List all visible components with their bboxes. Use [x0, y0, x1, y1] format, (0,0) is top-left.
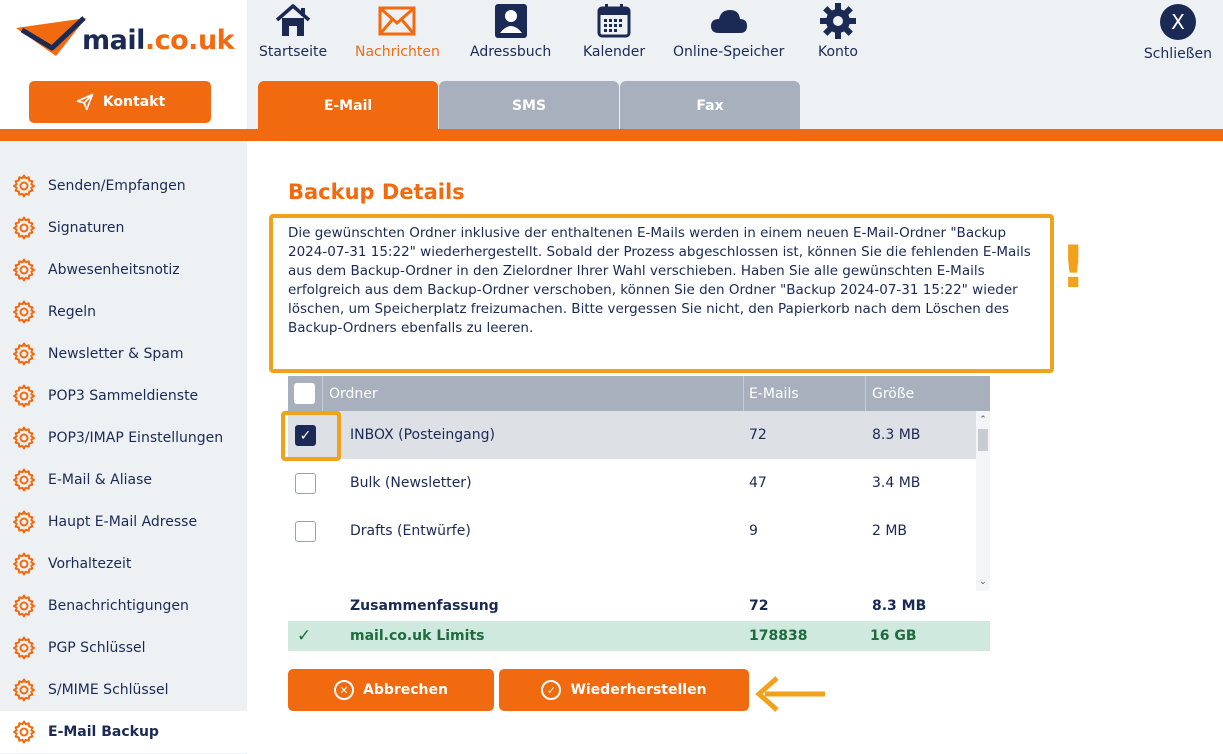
gear-icon [820, 3, 856, 39]
settings-gear-icon [12, 510, 36, 534]
column-divider [322, 376, 323, 411]
folder-size: 2 MB [872, 523, 908, 539]
restore-button-label: Wiederherstellen [570, 682, 707, 698]
summary-label: Zusammenfassung [350, 598, 499, 614]
check-icon: ✓ [297, 626, 312, 646]
sidebar-item-haupt-e-mail-adresse[interactable] [0, 501, 247, 543]
settings-gear-icon [12, 174, 36, 198]
settings-gear-icon [12, 342, 36, 366]
contact-button[interactable] [29, 81, 211, 123]
nav-item-nachrichten[interactable] [355, 2, 440, 60]
table-row[interactable] [288, 459, 976, 507]
row-checkbox[interactable] [295, 473, 316, 494]
settings-gear-icon [12, 426, 36, 450]
scrollbar[interactable] [976, 411, 990, 591]
checkbox-highlight [281, 411, 341, 461]
email-count: 72 [749, 427, 767, 443]
envelope-icon [378, 6, 416, 36]
info-box [269, 214, 1054, 373]
sidebar-item-label: POP3/IMAP Einstellungen [48, 430, 224, 446]
contact-card-icon [494, 3, 528, 39]
contact-button-label: Kontakt [102, 94, 166, 110]
sidebar-item-label: Signaturen [48, 220, 125, 236]
sidebar-item-s-mime-schl-ssel[interactable] [0, 669, 247, 711]
sidebar-item-vorhaltezeit[interactable] [0, 543, 247, 585]
folder-name: INBOX (Posteingang) [350, 427, 495, 443]
sidebar-item-label: E-Mail & Aliase [48, 472, 152, 488]
send-icon [75, 92, 95, 112]
table-row[interactable] [288, 507, 976, 555]
cancel-button-label: Abbrechen [362, 682, 448, 698]
sidebar-item-label: E-Mail Backup [48, 724, 159, 740]
cancel-button[interactable] [288, 669, 494, 711]
sidebar-item-label: Senden/Empfangen [48, 178, 186, 194]
limits-size: 16 GB [870, 628, 917, 644]
summary-row [288, 591, 990, 621]
sidebar-item-label: PGP Schlüssel [48, 640, 146, 656]
nav-label: Startseite [259, 44, 328, 60]
sidebar-item-pgp-schl-ssel[interactable] [0, 627, 247, 669]
cloud-icon [710, 8, 748, 34]
folder-list [288, 411, 990, 591]
sidebar-item-benachrichtigungen[interactable] [0, 585, 247, 627]
email-count: 47 [749, 475, 767, 491]
column-header-size[interactable]: Größe [872, 385, 915, 402]
sidebar-item-label: Newsletter & Spam [48, 346, 184, 362]
sidebar-item-pop3-imap-einstellungen[interactable] [0, 417, 247, 459]
scroll-thumb[interactable] [978, 429, 988, 451]
nav-item-startseite[interactable] [259, 2, 327, 60]
close-label: Schließen [1143, 46, 1212, 62]
nav-label: Kalender [583, 44, 646, 60]
sidebar-item-label: Benachrichtigungen [48, 598, 189, 614]
tab-fax[interactable]: Fax [620, 81, 800, 130]
settings-gear-icon [12, 636, 36, 660]
sidebar-item-label: S/MIME Schlüssel [48, 682, 169, 698]
sidebar-item-label: Abwesenheitsnotiz [48, 262, 180, 278]
column-divider [743, 376, 744, 411]
limits-label: mail.co.uk Limits [350, 628, 485, 644]
settings-gear-icon [12, 720, 36, 744]
nav-label: Adressbuch [470, 44, 552, 60]
settings-gear-icon [12, 216, 36, 240]
sidebar-item-label: Haupt E-Mail Adresse [48, 514, 198, 530]
folder-name: Bulk (Newsletter) [350, 475, 472, 491]
scroll-up-icon[interactable]: ⌃ [979, 415, 987, 425]
nav-label: Nachrichten [355, 44, 440, 60]
logo-area [0, 0, 247, 130]
folder-name: Drafts (Entwürfe) [350, 523, 471, 539]
main-nav [247, 0, 1223, 130]
sidebar-item-newsletter-spam[interactable] [0, 333, 247, 375]
cancel-icon: ✕ [334, 680, 354, 700]
top-bar [0, 0, 1223, 130]
logo-envelope-icon [14, 10, 86, 56]
tab-sms[interactable]: SMS [439, 81, 619, 130]
sidebar-item-senden-empfangen[interactable] [0, 165, 247, 207]
row-checkbox[interactable] [295, 521, 316, 542]
settings-gear-icon [12, 594, 36, 618]
settings-gear-icon [12, 384, 36, 408]
sidebar-item-pop3-sammeldienste[interactable] [0, 375, 247, 417]
column-divider [865, 376, 866, 411]
scroll-down-icon[interactable]: ⌄ [979, 577, 987, 587]
check-circle-icon: ✓ [541, 680, 561, 700]
nav-item-konto[interactable] [818, 2, 858, 60]
sidebar-item-e-mail-aliase[interactable] [0, 459, 247, 501]
folder-size: 3.4 MB [872, 475, 921, 491]
row-checkbox[interactable]: ✓ [295, 425, 316, 446]
tab-email[interactable]: E-Mail [258, 81, 438, 130]
summary-emails: 72 [749, 598, 769, 614]
restore-button[interactable] [499, 669, 749, 711]
column-header-emails[interactable]: E-Mails [749, 385, 799, 402]
nav-item-adressbuch[interactable] [470, 2, 551, 60]
limits-emails: 178838 [749, 628, 808, 644]
logo-text: mail.co.uk [82, 25, 235, 56]
settings-gear-icon [12, 258, 36, 282]
settings-gear-icon [12, 300, 36, 324]
sidebar-item-label: POP3 Sammeldienste [48, 388, 199, 404]
page-title: Backup Details [288, 180, 465, 204]
pointer-arrow-icon [755, 674, 827, 714]
close-button[interactable] [1144, 2, 1212, 62]
summary-size: 8.3 MB [872, 598, 927, 614]
sidebar-item-label: Vorhaltezeit [48, 556, 132, 572]
nav-label: Online-Speicher [673, 44, 785, 60]
settings-gear-icon [12, 468, 36, 492]
email-count: 9 [749, 523, 758, 539]
sidebar-item-abwesenheitsnotiz[interactable] [0, 249, 247, 291]
nav-label: Konto [818, 44, 858, 60]
table-row[interactable] [288, 411, 976, 459]
table-header [288, 376, 990, 411]
sidebar-item-label: Regeln [48, 304, 96, 320]
column-header-folder[interactable]: Ordner [329, 385, 378, 402]
nav-item-kalender[interactable] [583, 2, 645, 60]
folder-size: 8.3 MB [872, 427, 921, 443]
close-icon: X [1160, 4, 1196, 40]
settings-sidebar [0, 141, 247, 754]
info-text: Die gewünschten Ordner inklusive der enthaltenen E-Mails werden in einem neuen E-Mail-Ordner "Backup 2024-07-31 15:22" wiederhergestellt. Sobald der Prozess abgeschlossen ist, können Sie die fehlenden E-Mails aus dem Backup-Ordner in den Zielordner Ihrer Wahl verschieben. Haben Sie alle gewünschten E-Mails erfolgreich aus dem Backup-Ordner verschoben, können Sie den Ordner "Backup 2024-07-31 15:22" wieder löschen, um Speicherplatz freizumachen. Bitte vergessen Sie nicht, den Papierkorb nach dem Löschen des Backup-Ordners ebenfalls zu leeren. [288, 225, 1031, 336]
main-content [247, 141, 1223, 754]
sidebar-item-signaturen[interactable] [0, 207, 247, 249]
settings-gear-icon [12, 678, 36, 702]
nav-item-online-speicher[interactable] [673, 2, 784, 60]
sidebar-item-e-mail-backup[interactable] [0, 711, 247, 753]
logo[interactable] [14, 10, 234, 56]
calendar-icon [597, 4, 631, 38]
home-icon [275, 4, 311, 38]
header-divider [0, 129, 1223, 141]
limits-row [288, 621, 990, 651]
sidebar-item-regeln[interactable] [0, 291, 247, 333]
settings-gear-icon [12, 552, 36, 576]
exclamation-icon: ! [1060, 233, 1087, 301]
select-all-checkbox[interactable] [294, 383, 315, 404]
